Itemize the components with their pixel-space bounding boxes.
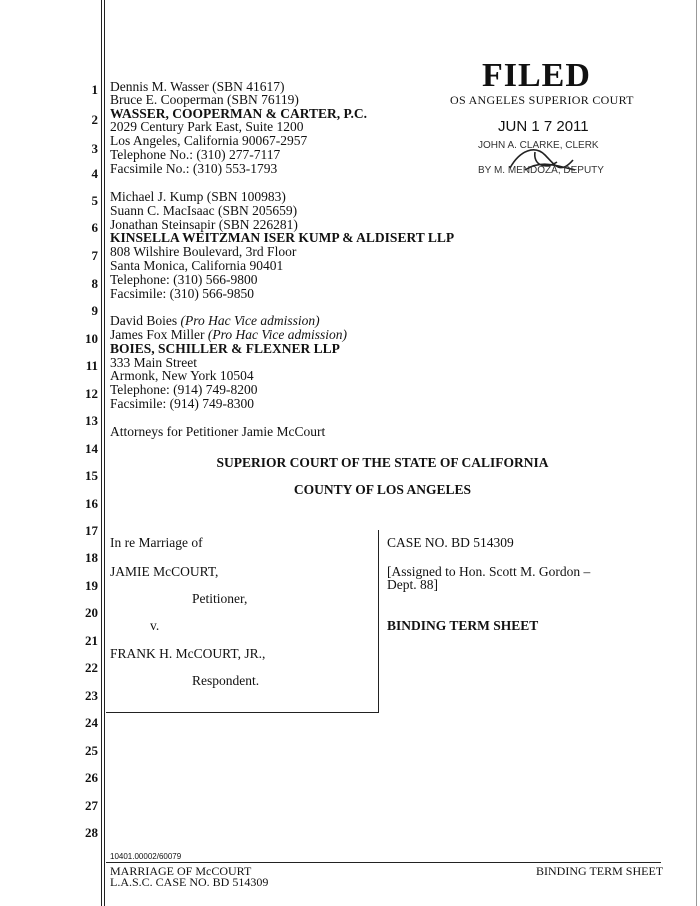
case-number: CASE NO. BD 514309 xyxy=(387,535,514,550)
county-title: COUNTY OF LOS ANGELES xyxy=(293,482,472,497)
counsel-line: 808 Wilshire Boulevard, 3rd Floor xyxy=(110,244,297,259)
firm-name: WASSER, COOPERMAN & CARTER, P.C. xyxy=(110,106,368,121)
assigned-judge-line2: Dept. 88] xyxy=(387,577,438,592)
counsel-line: Telephone: (310) 566-9800 xyxy=(110,272,258,287)
line-number: 12 xyxy=(85,386,98,401)
document-title: BINDING TERM SHEET xyxy=(387,618,539,633)
line-number: 1 xyxy=(91,82,98,97)
footer-case-number: L.A.S.C. CASE NO. BD 514309 xyxy=(110,875,269,889)
petitioner-label: Petitioner, xyxy=(192,591,248,606)
stamp-deputy-line: BY M. MENDOZA, DEPUTY xyxy=(478,165,604,176)
attorney-name: David Boies xyxy=(110,313,181,328)
versus-label: v. xyxy=(150,618,160,633)
counsel-line xyxy=(110,329,347,341)
line-number: 9 xyxy=(91,303,98,318)
admission-note: (Pro Hac Vice admission) xyxy=(207,327,347,342)
assigned-judge-line1: [Assigned to Hon. Scott M. Gordon – xyxy=(387,564,591,579)
line-number: 4 xyxy=(91,166,98,181)
line-number: 3 xyxy=(91,141,98,156)
counsel-line: Telephone No.: (310) 277-7117 xyxy=(110,147,281,162)
left-margin-rule xyxy=(101,0,102,906)
respondent-name: FRANK H. McCOURT, JR., xyxy=(110,646,266,661)
document-id: 10401.00002/60079 xyxy=(110,852,182,861)
respondent-label: Respondent. xyxy=(192,673,260,688)
counsel-line: Telephone: (914) 749-8200 xyxy=(110,382,258,397)
counsel-line: 333 Main Street xyxy=(110,355,197,370)
stamp-date: JUN 1 7 2011 xyxy=(498,118,589,135)
petitioner-name: JAMIE McCOURT, xyxy=(110,564,219,579)
counsel-line: Santa Monica, California 90401 xyxy=(110,258,284,273)
line-number: 18 xyxy=(85,550,98,565)
line-number: 14 xyxy=(85,441,98,456)
line-number: 13 xyxy=(85,413,98,428)
footer-rule xyxy=(106,862,661,863)
counsel-line: Los Angeles, California 90067-2957 xyxy=(110,133,308,148)
left-margin-rule-inner xyxy=(104,0,105,906)
in-re-label: In re Marriage of xyxy=(110,535,203,550)
counsel-line xyxy=(110,315,320,327)
line-number: 21 xyxy=(85,633,98,648)
counsel-line: Facsimile No.: (310) 553-1793 xyxy=(110,161,278,176)
line-number: 16 xyxy=(85,496,98,511)
counsel-line: Facsimile: (914) 749-8300 xyxy=(110,396,254,411)
line-number: 24 xyxy=(85,715,98,730)
counsel-line: Suann C. MacIsaac (SBN 205659) xyxy=(110,203,298,218)
court-title: SUPERIOR COURT OF THE STATE OF CALIFORNIA xyxy=(216,455,549,470)
firm-name: BOIES, SCHILLER & FLEXNER LLP xyxy=(110,341,340,356)
line-number: 6 xyxy=(91,220,98,235)
line-number: 5 xyxy=(91,193,98,208)
footer-document-title: BINDING TERM SHEET xyxy=(536,864,664,878)
counsel-line: Michael J. Kump (SBN 100983) xyxy=(110,189,286,204)
counsel-line: Armonk, New York 10504 xyxy=(110,368,254,383)
line-number: 23 xyxy=(85,688,98,703)
stamp-court: OS ANGELES SUPERIOR COURT xyxy=(450,93,634,107)
counsel-line: 2029 Century Park East, Suite 1200 xyxy=(110,119,304,134)
admission-note: (Pro Hac Vice admission) xyxy=(180,313,320,328)
counsel-line: Bruce E. Cooperman (SBN 76119) xyxy=(110,92,299,107)
counsel-line: Facsimile: (310) 566-9850 xyxy=(110,286,254,301)
counsel-line: Jonathan Steinsapir (SBN 226281) xyxy=(110,217,298,232)
line-number: 26 xyxy=(85,770,98,785)
line-number: 11 xyxy=(85,358,98,373)
line-number: 17 xyxy=(85,523,98,538)
line-number: 25 xyxy=(85,743,98,758)
counsel-line: Dennis M. Wasser (SBN 41617) xyxy=(110,79,285,94)
attorney-name: James Fox Miller xyxy=(110,327,208,342)
line-number: 10 xyxy=(85,331,98,346)
caption-bottom-rule xyxy=(106,712,379,713)
line-number: 19 xyxy=(85,578,98,593)
caption-divider xyxy=(378,530,379,712)
line-number: 22 xyxy=(85,660,98,675)
attorneys-for: Attorneys for Petitioner Jamie McCourt xyxy=(110,424,326,439)
right-margin-rule xyxy=(696,0,697,906)
line-number: 8 xyxy=(91,276,98,291)
stamp-signature-line: JOHN A. CLARKE, CLERK xyxy=(478,140,599,151)
line-number: 7 xyxy=(91,248,98,263)
firm-name: KINSELLA WEITZMAN ISER KUMP & ALDISERT LLP xyxy=(110,230,455,245)
line-number: 27 xyxy=(85,798,98,813)
line-number: 28 xyxy=(85,825,98,840)
line-number: 2 xyxy=(91,112,98,127)
line-number: 20 xyxy=(85,605,98,620)
footer-case-name: MARRIAGE OF McCOURT xyxy=(110,864,252,878)
line-number: 15 xyxy=(85,468,98,483)
stamp-title: FILED xyxy=(482,57,591,94)
